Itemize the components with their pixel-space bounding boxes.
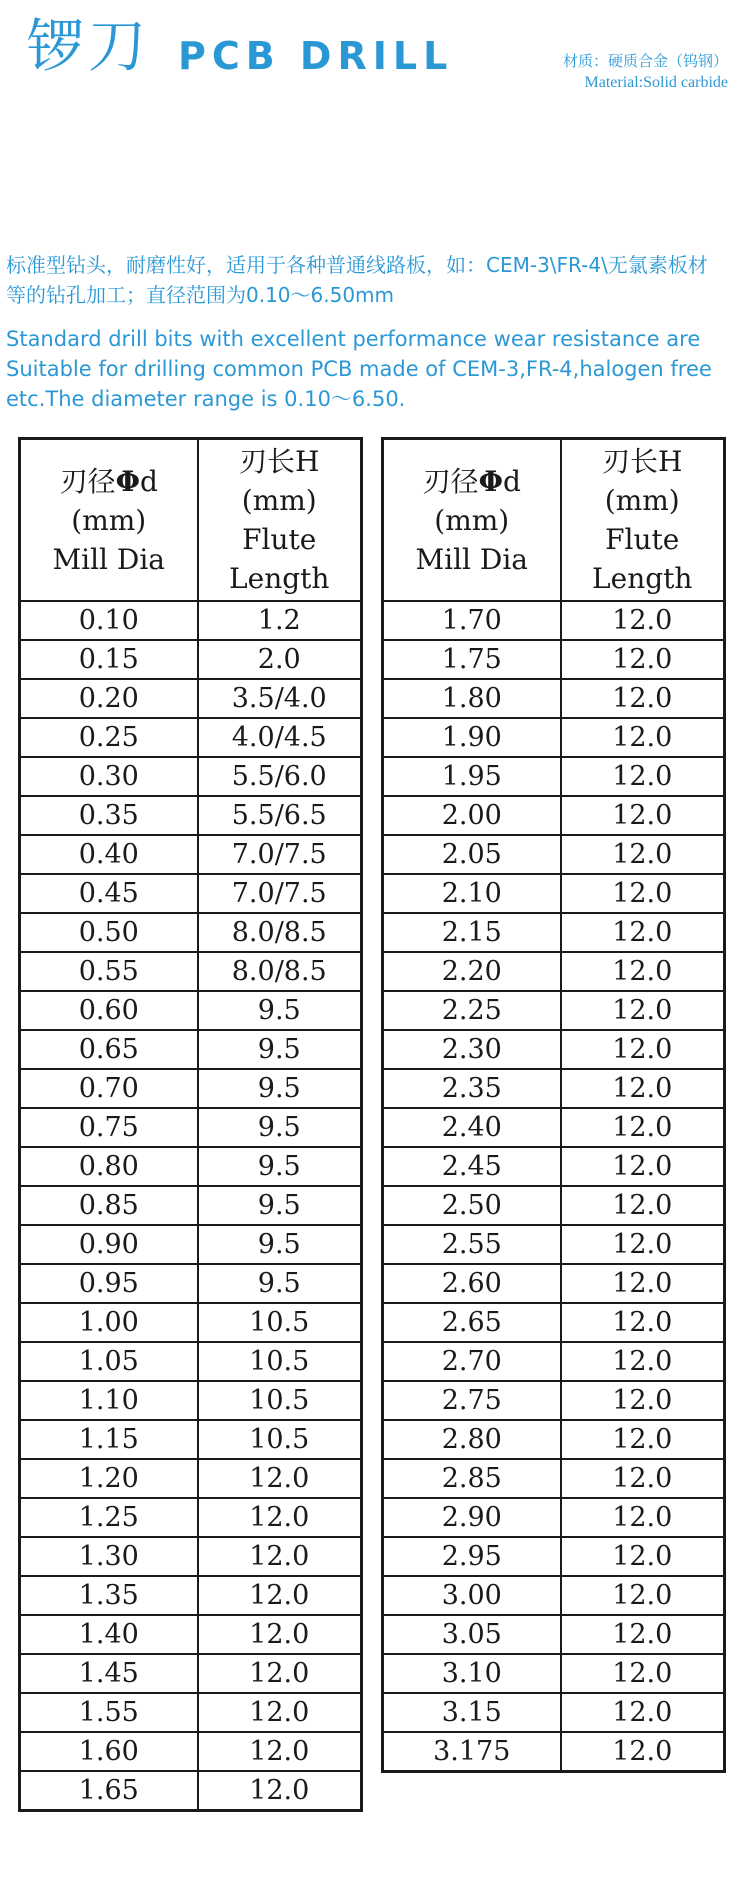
table-row xyxy=(20,952,362,991)
description-chinese: 标准型钻头，耐磨性好，适用于各种普通线路板，如：CEM-3\FR-4\无氯素板材等的钻孔加工；直径范围为0.10～6.50mm xyxy=(6,253,708,307)
mill-dia-cell: 1.30 xyxy=(20,1537,198,1576)
mill-dia-cell: 1.45 xyxy=(20,1654,198,1693)
mill-dia-cell: 3.10 xyxy=(383,1654,561,1693)
flute-length-cell: 12.0 xyxy=(198,1537,362,1576)
flute-length-cell: 12.0 xyxy=(561,640,725,679)
table-row xyxy=(383,1459,725,1498)
table-row xyxy=(20,796,362,835)
table-row xyxy=(383,1069,725,1108)
header-mill-dia: 刃径Φd (mm) Mill Dia xyxy=(20,439,198,602)
flute-length-cell: 12.0 xyxy=(561,1186,725,1225)
mill-dia-cell: 3.175 xyxy=(383,1732,561,1772)
mill-dia-cell: 3.00 xyxy=(383,1576,561,1615)
table-row xyxy=(383,1537,725,1576)
table-row xyxy=(20,640,362,679)
flute-length-cell: 12.0 xyxy=(561,1498,725,1537)
table-row xyxy=(20,1615,362,1654)
mill-dia-cell: 1.10 xyxy=(20,1381,198,1420)
flute-length-cell: 12.0 xyxy=(561,1108,725,1147)
flute-length-cell: 12.0 xyxy=(561,1459,725,1498)
mill-dia-cell: 2.15 xyxy=(383,913,561,952)
mill-dia-cell: 1.70 xyxy=(383,601,561,640)
mill-dia-cell: 2.95 xyxy=(383,1537,561,1576)
table-row xyxy=(383,1420,725,1459)
material-chinese: 材质：硬质合金（钨钢） xyxy=(562,52,728,70)
mill-dia-cell: 0.35 xyxy=(20,796,198,835)
flute-length-cell: 12.0 xyxy=(561,1069,725,1108)
table-row xyxy=(20,601,362,640)
table-row xyxy=(20,1147,362,1186)
table-row xyxy=(383,757,725,796)
flute-length-cell: 12.0 xyxy=(561,796,725,835)
title-chinese: 锣刀 xyxy=(26,12,151,80)
mill-dia-cell: 0.75 xyxy=(20,1108,198,1147)
mill-dia-cell: 0.10 xyxy=(20,601,198,640)
mill-dia-cell: 0.45 xyxy=(20,874,198,913)
flute-length-cell: 3.5/4.0 xyxy=(198,679,362,718)
table-row xyxy=(20,1654,362,1693)
flute-length-cell: 12.0 xyxy=(561,1654,725,1693)
table-row xyxy=(20,1069,362,1108)
table-row xyxy=(20,1576,362,1615)
flute-length-cell: 12.0 xyxy=(561,1030,725,1069)
mill-dia-cell: 2.30 xyxy=(383,1030,561,1069)
table-row xyxy=(20,1420,362,1459)
description-english: Standard drill bits with excellent performance wear resistance are Suitable for drilling common PCB made of CEM-3,FR-4,halogen free etc.The diameter range is 0.10～6.50. xyxy=(6,327,712,411)
mill-dia-cell: 2.55 xyxy=(383,1225,561,1264)
flute-length-cell: 10.5 xyxy=(198,1342,362,1381)
flute-length-cell: 12.0 xyxy=(561,1615,725,1654)
table-row xyxy=(20,1537,362,1576)
flute-length-cell: 9.5 xyxy=(198,1069,362,1108)
table-row xyxy=(383,679,725,718)
mill-dia-cell: 2.75 xyxy=(383,1381,561,1420)
table-row xyxy=(383,1615,725,1654)
table-row xyxy=(20,1225,362,1264)
flute-length-cell: 12.0 xyxy=(561,718,725,757)
flute-length-cell: 12.0 xyxy=(561,601,725,640)
table-row xyxy=(20,718,362,757)
mill-dia-cell: 1.20 xyxy=(20,1459,198,1498)
mill-dia-cell: 1.25 xyxy=(20,1498,198,1537)
table-row xyxy=(383,718,725,757)
flute-length-cell: 12.0 xyxy=(198,1459,362,1498)
table-row xyxy=(383,1576,725,1615)
mill-dia-cell: 1.05 xyxy=(20,1342,198,1381)
table-row xyxy=(383,1693,725,1732)
table-row xyxy=(20,1381,362,1420)
table-row xyxy=(383,1732,725,1772)
flute-length-cell: 12.0 xyxy=(198,1615,362,1654)
mill-dia-cell: 1.60 xyxy=(20,1732,198,1771)
mill-dia-cell: 0.80 xyxy=(20,1147,198,1186)
table-row xyxy=(20,913,362,952)
flute-length-cell: 12.0 xyxy=(561,1693,725,1732)
table-row xyxy=(383,1654,725,1693)
table-row xyxy=(20,1693,362,1732)
table-row xyxy=(383,796,725,835)
mill-dia-cell: 0.95 xyxy=(20,1264,198,1303)
table-row xyxy=(383,601,725,640)
spec-table-left xyxy=(18,437,363,1812)
mill-dia-cell: 2.70 xyxy=(383,1342,561,1381)
mill-dia-cell: 1.65 xyxy=(20,1771,198,1811)
flute-length-cell: 12.0 xyxy=(561,874,725,913)
table-row xyxy=(383,1186,725,1225)
flute-length-cell: 12.0 xyxy=(198,1693,362,1732)
table-row xyxy=(20,679,362,718)
table-row xyxy=(20,991,362,1030)
flute-length-cell: 12.0 xyxy=(561,913,725,952)
flute-length-cell: 5.5/6.0 xyxy=(198,757,362,796)
table-row xyxy=(383,952,725,991)
flute-length-cell: 10.5 xyxy=(198,1420,362,1459)
mill-dia-cell: 0.85 xyxy=(20,1186,198,1225)
mill-dia-cell: 1.55 xyxy=(20,1693,198,1732)
mill-dia-cell: 2.45 xyxy=(383,1147,561,1186)
mill-dia-cell: 1.15 xyxy=(20,1420,198,1459)
mill-dia-cell: 1.00 xyxy=(20,1303,198,1342)
mill-dia-cell: 2.90 xyxy=(383,1498,561,1537)
mill-dia-cell: 1.35 xyxy=(20,1576,198,1615)
table-header-row xyxy=(20,439,362,602)
flute-length-cell: 4.0/4.5 xyxy=(198,718,362,757)
table-row xyxy=(20,1030,362,1069)
mill-dia-cell: 2.35 xyxy=(383,1069,561,1108)
mill-dia-cell: 2.25 xyxy=(383,991,561,1030)
mill-dia-cell: 2.00 xyxy=(383,796,561,835)
table-row xyxy=(383,1030,725,1069)
header-mill-dia: 刃径Φd (mm) Mill Dia xyxy=(383,439,561,602)
table-row xyxy=(383,1381,725,1420)
flute-length-cell: 12.0 xyxy=(198,1771,362,1811)
mill-dia-cell: 2.50 xyxy=(383,1186,561,1225)
mill-dia-cell: 0.20 xyxy=(20,679,198,718)
spec-table-right xyxy=(381,437,726,1773)
mill-dia-cell: 0.50 xyxy=(20,913,198,952)
table-row xyxy=(20,1108,362,1147)
flute-length-cell: 12.0 xyxy=(198,1654,362,1693)
table-row xyxy=(383,835,725,874)
flute-length-cell: 12.0 xyxy=(561,1537,725,1576)
flute-length-cell: 10.5 xyxy=(198,1303,362,1342)
mill-dia-cell: 1.75 xyxy=(383,640,561,679)
table-row xyxy=(383,1108,725,1147)
flute-length-cell: 12.0 xyxy=(561,1381,725,1420)
mill-dia-cell: 1.90 xyxy=(383,718,561,757)
header-flute-length: 刃长H (mm) Flute Length xyxy=(561,439,725,602)
flute-length-cell: 12.0 xyxy=(561,1225,725,1264)
flute-length-cell: 9.5 xyxy=(198,1264,362,1303)
mill-dia-cell: 2.65 xyxy=(383,1303,561,1342)
flute-length-cell: 8.0/8.5 xyxy=(198,913,362,952)
material-english: Material:Solid carbide xyxy=(584,74,728,91)
table-row xyxy=(383,1342,725,1381)
flute-length-cell: 9.5 xyxy=(198,991,362,1030)
mill-dia-cell: 0.90 xyxy=(20,1225,198,1264)
mill-dia-cell: 0.40 xyxy=(20,835,198,874)
flute-length-cell: 12.0 xyxy=(198,1498,362,1537)
flute-length-cell: 9.5 xyxy=(198,1108,362,1147)
table-row xyxy=(20,1186,362,1225)
mill-dia-cell: 2.85 xyxy=(383,1459,561,1498)
flute-length-cell: 9.5 xyxy=(198,1186,362,1225)
material-info xyxy=(563,50,728,94)
header-flute-length: 刃长H (mm) Flute Length xyxy=(198,439,362,602)
flute-length-cell: 9.5 xyxy=(198,1225,362,1264)
flute-length-cell: 5.5/6.5 xyxy=(198,796,362,835)
table-row xyxy=(383,1225,725,1264)
table-row xyxy=(20,1732,362,1771)
table-row xyxy=(383,913,725,952)
flute-length-cell: 7.0/7.5 xyxy=(198,835,362,874)
flute-length-cell: 12.0 xyxy=(561,835,725,874)
flute-length-cell: 12.0 xyxy=(561,1732,725,1772)
mill-dia-cell: 2.40 xyxy=(383,1108,561,1147)
flute-length-cell: 12.0 xyxy=(561,1147,725,1186)
flute-length-cell: 12.0 xyxy=(561,1420,725,1459)
table-row xyxy=(383,1264,725,1303)
title-english: PCB DRILL xyxy=(178,34,454,78)
table-row xyxy=(383,1498,725,1537)
table-row xyxy=(20,1342,362,1381)
flute-length-cell: 12.0 xyxy=(561,952,725,991)
table-row xyxy=(20,835,362,874)
mill-dia-cell: 2.05 xyxy=(383,835,561,874)
mill-dia-cell: 1.95 xyxy=(383,757,561,796)
table-row xyxy=(20,874,362,913)
table-row xyxy=(383,1147,725,1186)
table-row xyxy=(383,991,725,1030)
flute-length-cell: 9.5 xyxy=(198,1030,362,1069)
table-row xyxy=(383,874,725,913)
flute-length-cell: 12.0 xyxy=(561,1342,725,1381)
mill-dia-cell: 1.80 xyxy=(383,679,561,718)
table-row xyxy=(20,1303,362,1342)
page-header xyxy=(0,0,750,100)
flute-length-cell: 12.0 xyxy=(561,679,725,718)
flute-length-cell: 12.0 xyxy=(561,1576,725,1615)
flute-length-cell: 8.0/8.5 xyxy=(198,952,362,991)
flute-length-cell: 12.0 xyxy=(561,1303,725,1342)
mill-dia-cell: 1.40 xyxy=(20,1615,198,1654)
mill-dia-cell: 0.55 xyxy=(20,952,198,991)
mill-dia-cell: 3.15 xyxy=(383,1693,561,1732)
flute-length-cell: 1.2 xyxy=(198,601,362,640)
mill-dia-cell: 2.80 xyxy=(383,1420,561,1459)
flute-length-cell: 10.5 xyxy=(198,1381,362,1420)
mill-dia-cell: 2.10 xyxy=(383,874,561,913)
table-header-row xyxy=(383,439,725,602)
mill-dia-cell: 0.60 xyxy=(20,991,198,1030)
flute-length-cell: 12.0 xyxy=(561,991,725,1030)
mill-dia-cell: 2.20 xyxy=(383,952,561,991)
mill-dia-cell: 0.65 xyxy=(20,1030,198,1069)
flute-length-cell: 12.0 xyxy=(561,1264,725,1303)
flute-length-cell: 12.0 xyxy=(198,1576,362,1615)
mill-dia-cell: 0.15 xyxy=(20,640,198,679)
flute-length-cell: 12.0 xyxy=(198,1732,362,1771)
mill-dia-cell: 0.70 xyxy=(20,1069,198,1108)
mill-dia-cell: 3.05 xyxy=(383,1615,561,1654)
table-row xyxy=(20,1771,362,1811)
table-row xyxy=(383,640,725,679)
table-row xyxy=(20,1498,362,1537)
mill-dia-cell: 0.30 xyxy=(20,757,198,796)
flute-length-cell: 12.0 xyxy=(561,757,725,796)
table-row xyxy=(20,757,362,796)
flute-length-cell: 9.5 xyxy=(198,1147,362,1186)
table-row xyxy=(20,1264,362,1303)
flute-length-cell: 7.0/7.5 xyxy=(198,874,362,913)
flute-length-cell: 2.0 xyxy=(198,640,362,679)
mill-dia-cell: 0.25 xyxy=(20,718,198,757)
table-row xyxy=(20,1459,362,1498)
mill-dia-cell: 2.60 xyxy=(383,1264,561,1303)
table-row xyxy=(383,1303,725,1342)
